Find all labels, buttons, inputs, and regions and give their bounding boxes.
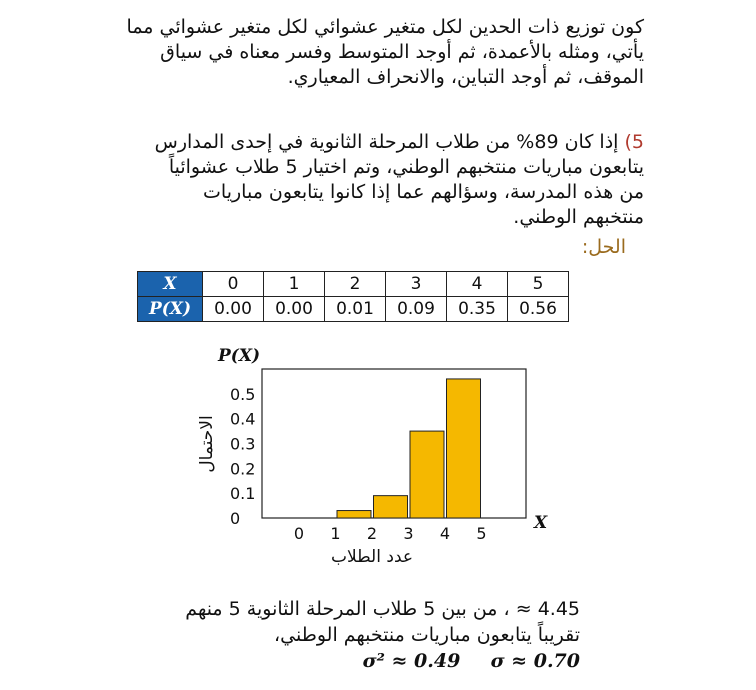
x-tick-label: 3 [403,524,414,543]
y-axis-title: P(X) [218,346,261,366]
problem-5 [144,130,644,230]
stats-block [160,596,580,674]
mean-interpretation: من بين 5 طلاب المرحلة الثانوية 5 منهم تقريباً يتابعون مباريات منتخبهم الوطني، [185,598,580,646]
y-tick-label: 0.4 [230,409,256,429]
bar [337,511,371,518]
p-cell: 0.00 [203,297,264,322]
x-tick-label: 4 [439,524,451,543]
y-tick-label: 0.5 [230,384,256,404]
x-cell: 5 [508,272,569,297]
x-tick-label: 0 [293,524,305,543]
problem-text: إذا كان 89% من طلاب المرحلة الثانوية في إحدى المدارس يتابعون مباريات منتخبهم الوطني، وتم اختيار 5 طلاب عشوائياً من هذه المدرسة، وسؤالهم عما إذا كانوا يتابعون مباريات منتخبهم الوطني. [154,131,644,228]
spread-line [160,648,580,674]
bar [410,431,444,518]
mean-separator: ، [503,598,510,620]
p-cell: 0.56 [508,297,569,322]
p-header: P(X) [138,297,203,322]
y-tick-label: 0.2 [230,459,256,479]
x-cell: 0 [203,272,264,297]
table-row-p [138,297,569,322]
variance-value: σ² ≈ 0.49 [362,650,461,672]
p-cell: 0.00 [264,297,325,322]
intro-text: كون توزيع ذات الحدين لكل متغير عشوائي لكل متغير عشوائي مما يأتي، ومثله بالأعمدة، ثم أوجد المتوسط وفسر معناه في سياق الموقف، ثم أوجد التباين، والانحراف المعياري. [126,16,644,88]
x-cell: 1 [264,272,325,297]
y-tick-label: 0.3 [230,434,256,454]
p-cell: 0.09 [386,297,447,322]
bar-chart [150,340,570,572]
distribution-table [137,271,569,322]
x-axis-label: عدد الطلاب [330,547,414,567]
x-cell: 4 [447,272,508,297]
bar [374,496,408,518]
x-tick-label: 2 [366,524,378,543]
x-cell: 3 [386,272,447,297]
x-axis-title: X [534,513,548,533]
x-header: X [138,272,203,297]
y-axis-label: الاحتمال [197,415,217,473]
std-dev-value: σ ≈ 0.70 [490,650,580,672]
x-tick-label: 5 [476,524,487,543]
problem-number: 5) [624,131,644,153]
x-cell: 2 [325,272,386,297]
mean-value: ≈ 4.45 [515,598,580,620]
y-tick-label: 0 [230,509,241,528]
x-tick-label: 1 [330,524,341,543]
p-cell: 0.01 [325,297,386,322]
bar [447,379,481,518]
solution-label: الحل: [581,236,626,258]
p-cell: 0.35 [447,297,508,322]
mean-line [160,596,580,648]
y-tick-label: 0.1 [230,484,256,504]
table-row-x [138,272,569,297]
